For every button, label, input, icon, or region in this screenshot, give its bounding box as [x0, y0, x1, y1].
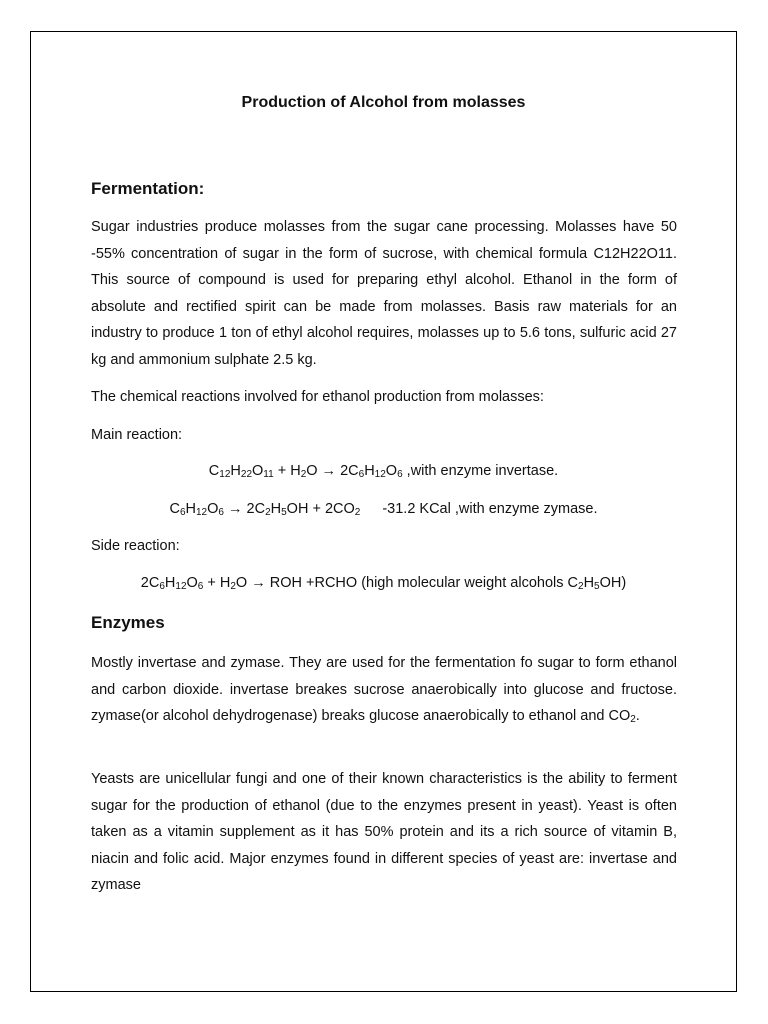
enzymes-paragraph-1: Mostly invertase and zymase. They are used for the fermentation fo sugar to form ethanol and carbon dioxide. invertase breakes sucrose anaerobically into glucose and fructose. zymase(or alcohol dehydrogenase) breaks glucose anaerobically to ethanol and $CO_2$. [91, 655, 677, 726]
enzymes-heading: Enzymes [91, 613, 165, 632]
fermentation-heading: Fermentation: [91, 179, 205, 198]
enzymes-paragraph-2: Yeasts are unicellular fungi and one of their known characteristics is the ability to ferment sugar for the production of ethanol (due to the enzymes present in yeast). Yeast is often taken as a vitamin supplement as it has 50% protein and its a rich source of vitamin B, niacin and folic acid. Major enzymes found in different species of yeast are: invertase and zymase [91, 771, 677, 894]
main-reaction-equation-1: $C_{12}H_{22}O_{11} + H_2O \to 2C_6H_{12}O_6$ ,with enzyme invertase. [208, 463, 559, 480]
reaction-energy: -31.2 KCal [382, 501, 451, 517]
side-reaction-label: Side reaction: [91, 538, 180, 554]
fermentation-paragraph: Sugar industries produce molasses from the sugar cane processing. Molasses have 50 -55% concentration of sugar in the form of sucrose, with chemical formula C12H22O11. This source of compound is used for preparing ethyl alcohol. Ethanol in the form of absolute and rectified spirit can be made from molasses. Basis raw materials for an industry to produce 1 ton of ethyl alcohol requires, molasses up to 5.6 tons, sulfuric acid 27 kg and ammonium sulphate 2.5 kg. [91, 219, 677, 368]
document-page [30, 31, 737, 992]
main-reaction-equation-2: $C_6H_{12}O_6 \to 2C_2H_5OH + 2CO_2$ -31.2 KCal ,with enzyme zymase. [169, 501, 598, 518]
reactions-intro: The chemical reactions involved for ethanol production from molasses: [91, 389, 544, 405]
main-reaction-label: Main reaction: [91, 427, 183, 443]
page-title: Production of Alcohol from molasses [241, 94, 526, 111]
side-reaction-equation: $2C_6H_{12}O_6 + H_2O$ → ROH +RCHO (high molecular weight alcohols $C_2H_5OH$) [140, 575, 627, 592]
